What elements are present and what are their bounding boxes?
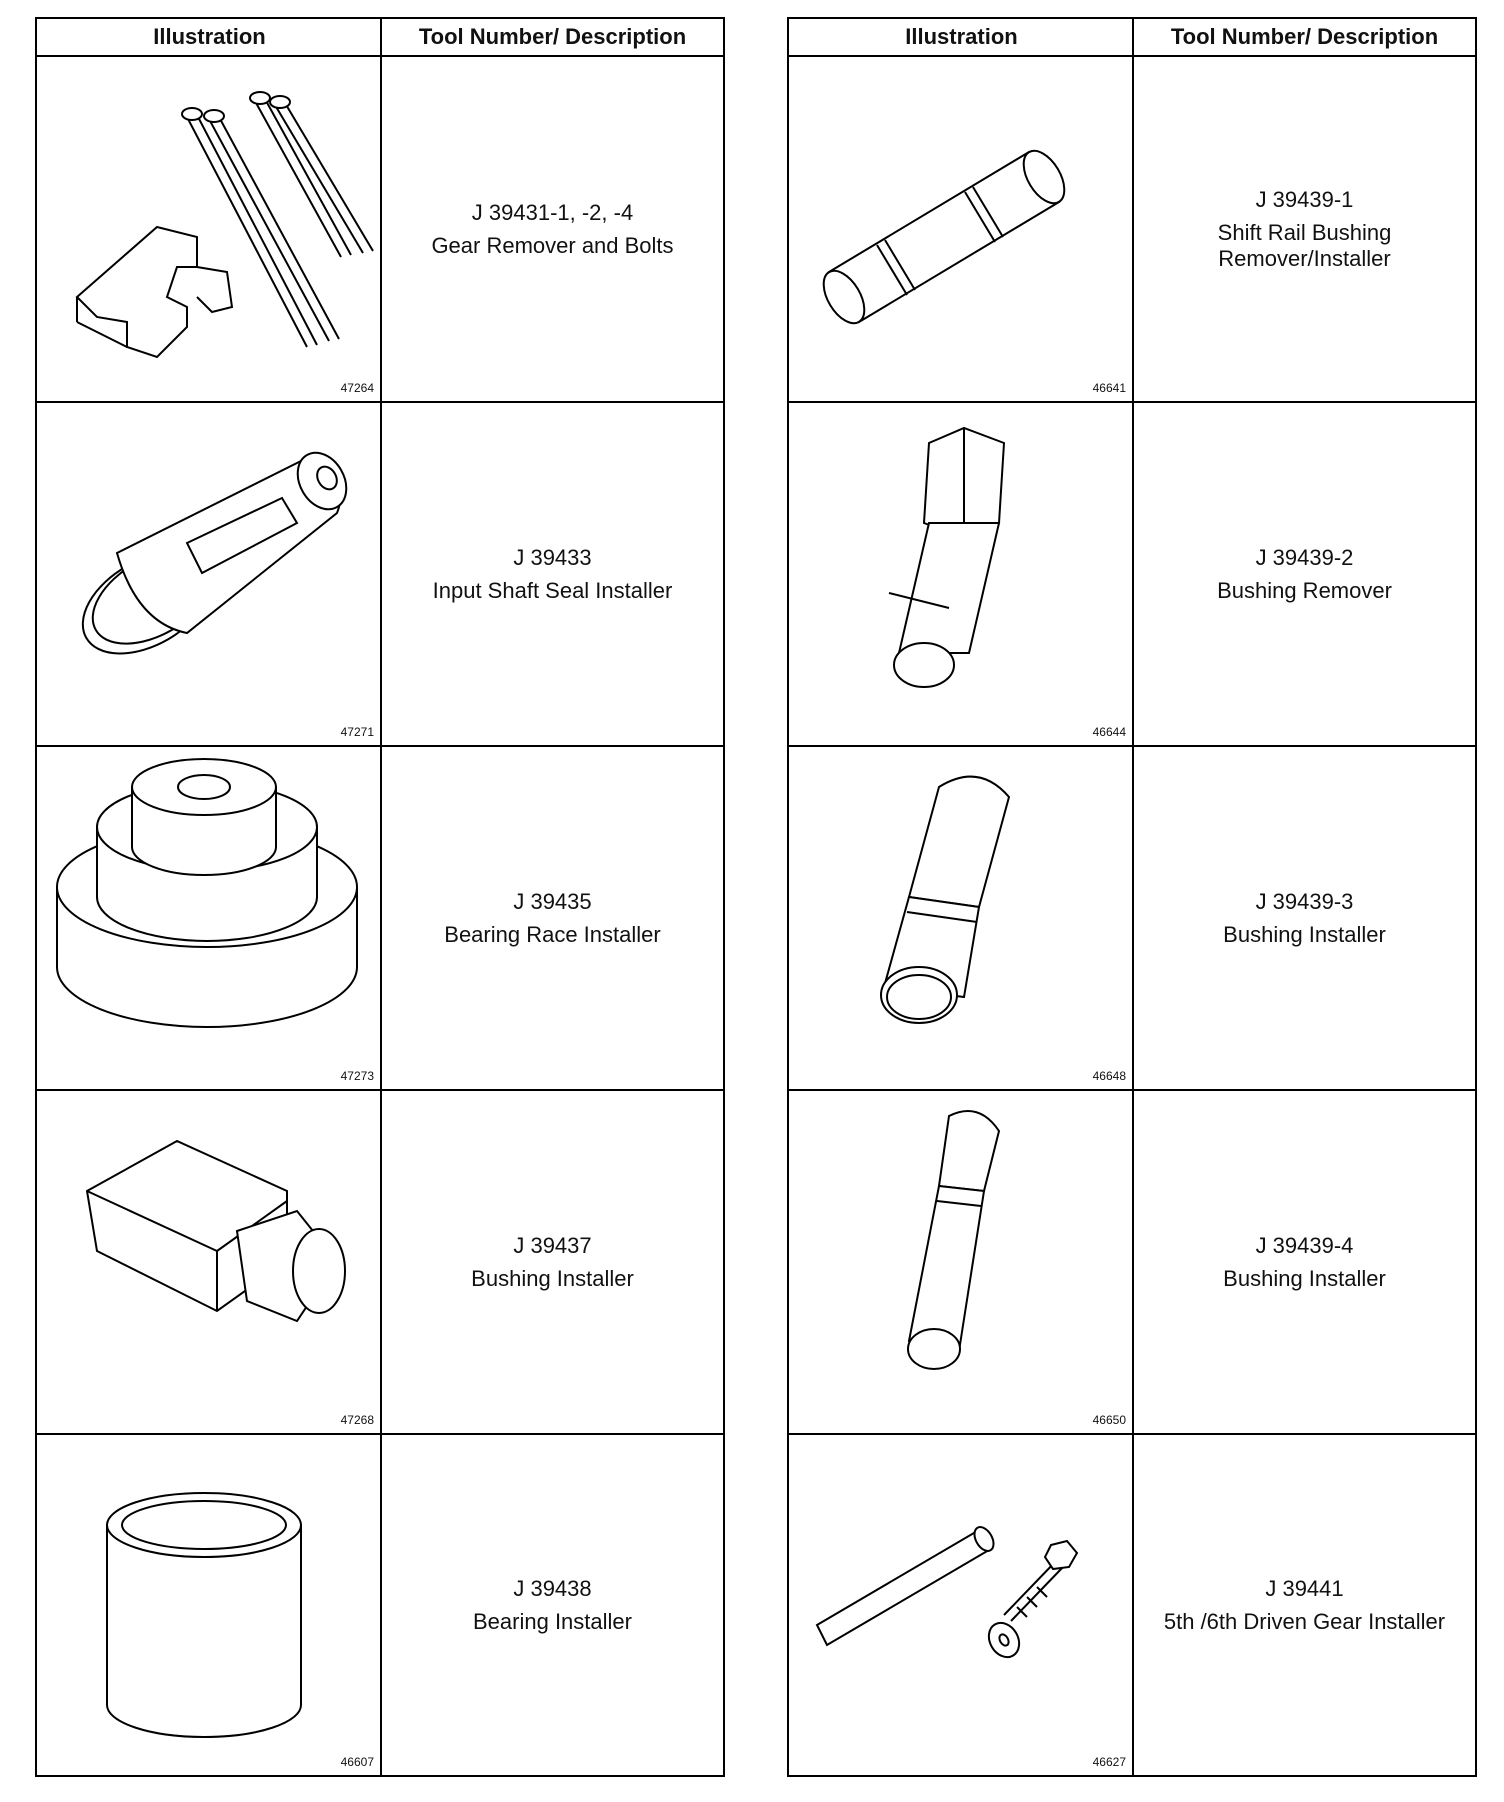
tool-description: Gear Remover and Bolts <box>431 233 674 258</box>
tool-description-cell <box>382 747 723 1089</box>
tool-description: Shift Rail Bushing Remover/Installer <box>1217 220 1392 271</box>
figure-number: 47264 <box>340 381 374 395</box>
tool-number: J 39439-4 <box>1255 1232 1354 1258</box>
tool-number: J 39438 <box>513 1575 592 1601</box>
tool-description-cell <box>1134 747 1475 1089</box>
tool-description-cell <box>1134 57 1475 401</box>
tool-number: J 39431-1, -2, -4 <box>471 199 634 225</box>
tool-number: J 39435 <box>513 888 592 914</box>
right-tool-table <box>787 17 1477 1777</box>
illustration-cell <box>789 1091 1132 1433</box>
tool-description-cell <box>382 57 723 401</box>
tool-description: Bearing Installer <box>473 1609 632 1634</box>
tool-description-cell <box>382 1091 723 1433</box>
sleeve-drawing <box>37 1435 380 1775</box>
left-tool-table <box>35 17 725 1777</box>
tool-description: Bushing Installer <box>1223 1266 1386 1291</box>
header-illustration: Illustration <box>37 19 382 57</box>
tool-description: 5th /6th Driven Gear Installer <box>1163 1609 1446 1634</box>
tool-description: Bushing Installer <box>471 1266 634 1291</box>
figure-number: 46650 <box>1092 1413 1126 1427</box>
figure-number: 46641 <box>1092 381 1126 395</box>
figure-number: 47273 <box>340 1069 374 1083</box>
tool-number: J 39437 <box>513 1232 592 1258</box>
tool-description-cell <box>382 1435 723 1775</box>
figure-number: 46648 <box>1092 1069 1126 1083</box>
illustration-cell <box>37 747 380 1089</box>
figure-number: 46607 <box>340 1755 374 1769</box>
stepped-disc-drawing <box>37 747 380 1089</box>
cylinder-installer-drawing <box>789 747 1132 1089</box>
tool-number: J 39439-2 <box>1255 544 1354 570</box>
illustration-cell <box>789 1435 1132 1775</box>
slim-installer-drawing <box>789 1091 1132 1433</box>
figure-number: 46644 <box>1092 725 1126 739</box>
illustration-cell <box>789 747 1132 1089</box>
illustration-cell <box>37 403 380 745</box>
shift-rail-tool-drawing <box>789 57 1132 401</box>
tool-description: Bearing Race Installer <box>444 922 661 947</box>
header-tool-description: Tool Number/ Description <box>1134 19 1475 57</box>
tool-description: Input Shaft Seal Installer <box>432 578 673 603</box>
block-installer-drawing <box>37 1091 380 1433</box>
tool-number: J 39439-1 <box>1255 187 1354 213</box>
figure-number: 46627 <box>1092 1755 1126 1769</box>
illustration-cell <box>37 1435 380 1775</box>
tool-description: Bushing Remover <box>1217 578 1392 603</box>
tool-number: J 39433 <box>513 544 592 570</box>
header-illustration: Illustration <box>789 19 1134 57</box>
figure-number: 47268 <box>340 1413 374 1427</box>
illustration-cell <box>37 57 380 401</box>
rod-and-bolt-drawing <box>789 1435 1132 1775</box>
tool-number: J 39439-3 <box>1255 888 1354 914</box>
tool-description-cell <box>1134 1091 1475 1433</box>
illustration-cell <box>789 57 1132 401</box>
tool-description-cell <box>1134 403 1475 745</box>
gear-remover-bolts-drawing <box>37 57 380 401</box>
illustration-cell <box>789 403 1132 745</box>
seal-installer-drawing <box>37 403 380 745</box>
tool-description-cell <box>1134 1435 1475 1775</box>
tool-number: J 39441 <box>1265 1575 1344 1601</box>
hex-remover-drawing <box>789 403 1132 745</box>
header-tool-description: Tool Number/ Description <box>382 19 723 57</box>
illustration-cell <box>37 1091 380 1433</box>
tool-description: Bushing Installer <box>1223 922 1386 947</box>
tool-description-cell <box>382 403 723 745</box>
figure-number: 47271 <box>340 725 374 739</box>
